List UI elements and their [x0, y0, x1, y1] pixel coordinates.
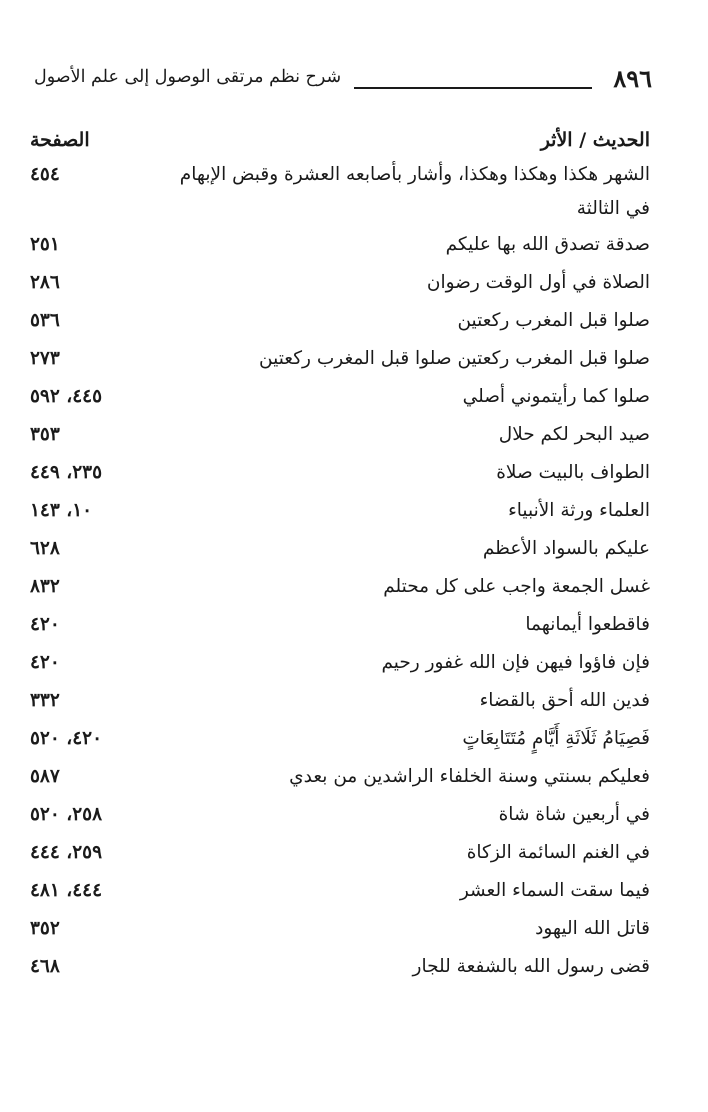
- table-row: [30, 340, 650, 378]
- hadith-text: فإن فاؤوا فيهن فإن الله غفور رحيم: [381, 652, 650, 673]
- hadith-text: في أربعين شاة شاة: [498, 804, 650, 825]
- hadith-text: قاتل الله اليهود: [535, 918, 650, 939]
- hadith-text: الطواف بالبيت صلاة: [496, 462, 650, 483]
- hadith-text: فيما سقت السماء العشر: [459, 880, 650, 901]
- table-row: [30, 720, 650, 758]
- page-refs: ١٠، ١٤٣: [30, 500, 93, 521]
- hadith-text: غسل الجمعة واجب على كل محتلم: [383, 576, 650, 597]
- table-row: [30, 454, 650, 492]
- page-refs: ٥٨٧: [30, 766, 60, 787]
- page-refs: ٣٣٢: [30, 690, 60, 711]
- table-row: [30, 910, 650, 948]
- page-column-header: الصفحة: [30, 129, 90, 151]
- table-row: [30, 644, 650, 682]
- table-row: [30, 872, 650, 910]
- page-refs: ٤٢٠: [30, 652, 60, 673]
- hadith-text: العلماء ورثة الأنبياء: [508, 500, 650, 521]
- table-row: [30, 158, 650, 226]
- page-refs: ٢٥٨، ٥٢٠: [30, 804, 103, 825]
- page-refs: ٦٢٨: [30, 538, 60, 559]
- hadith-text: فَصِيَامُ ثَلَاثَةِ أَيَّامٍ مُتَتَابِعَاتٍ: [462, 728, 650, 749]
- page-refs: ٢٥١: [30, 234, 60, 255]
- page-refs: ٢٧٣: [30, 348, 60, 369]
- table-row: [30, 948, 650, 986]
- hadith-column-header: الحديث / الأثر: [540, 129, 650, 151]
- table-row: [30, 568, 650, 606]
- book-title: شرح نظم مرتقى الوصول إلى علم الأصول: [34, 67, 342, 87]
- hadith-text: صلوا كما رأيتموني أصلي: [462, 386, 650, 407]
- hadith-text: قضى رسول الله بالشفعة للجار: [412, 956, 650, 977]
- page-refs: ٤٤٥، ٥٩٢: [30, 386, 103, 407]
- hadith-text: فدين الله أحق بالقضاء: [479, 690, 650, 711]
- page-refs: ٨٣٢: [30, 576, 60, 597]
- hadith-text: الصلاة في أول الوقت رضوان: [426, 272, 650, 293]
- hadith-index-table: [30, 124, 650, 986]
- table-row: [30, 264, 650, 302]
- page-refs: ٤٤٤، ٤٨١: [30, 880, 103, 901]
- table-row: [30, 226, 650, 264]
- table-row: [30, 302, 650, 340]
- column-headers: [30, 124, 650, 156]
- page-refs: ٤٥٤: [30, 164, 60, 185]
- hadith-text: في الغنم السائمة الزكاة: [466, 842, 650, 863]
- page-number: ٨٩٦: [613, 64, 652, 93]
- table-row: [30, 378, 650, 416]
- hadith-text: فعليكم بسنتي وسنة الخلفاء الراشدين من بعدي: [289, 766, 650, 787]
- running-header: [34, 62, 652, 96]
- table-row: [30, 796, 650, 834]
- hadith-text: صلوا قبل المغرب ركعتين صلوا قبل المغرب ركعتين: [259, 348, 650, 369]
- page-refs: ٢٣٥، ٤٤٩: [30, 462, 103, 483]
- table-row: [30, 834, 650, 872]
- table-row: [30, 416, 650, 454]
- table-row: [30, 606, 650, 644]
- page-refs: ٢٥٩، ٤٤٤: [30, 842, 103, 863]
- hadith-text: الشهر هكذا وهكذا وهكذا، وأشار بأصابعه العشرة وقبض الإبهام في الثالثة: [179, 164, 650, 219]
- hadith-text: عليكم بالسواد الأعظم: [482, 538, 650, 559]
- page-refs: ٥٣٦: [30, 310, 60, 331]
- table-row: [30, 530, 650, 568]
- page-refs: ٣٥٢: [30, 918, 60, 939]
- table-row: [30, 758, 650, 796]
- page-refs: ٣٥٣: [30, 424, 60, 445]
- page-refs: ٤٢٠، ٥٢٠: [30, 728, 103, 749]
- page-refs: ٢٨٦: [30, 272, 60, 293]
- header-rule: [354, 87, 592, 89]
- table-row: [30, 492, 650, 530]
- page-refs: ٤٦٨: [30, 956, 60, 977]
- hadith-text: صيد البحر لكم حلال: [498, 424, 650, 445]
- hadith-text: صلوا قبل المغرب ركعتين: [457, 310, 650, 331]
- hadith-text: فاقطعوا أيمانهما: [525, 614, 650, 635]
- table-row: [30, 682, 650, 720]
- hadith-text: صدقة تصدق الله بها عليكم: [445, 234, 650, 255]
- page-refs: ٤٢٠: [30, 614, 60, 635]
